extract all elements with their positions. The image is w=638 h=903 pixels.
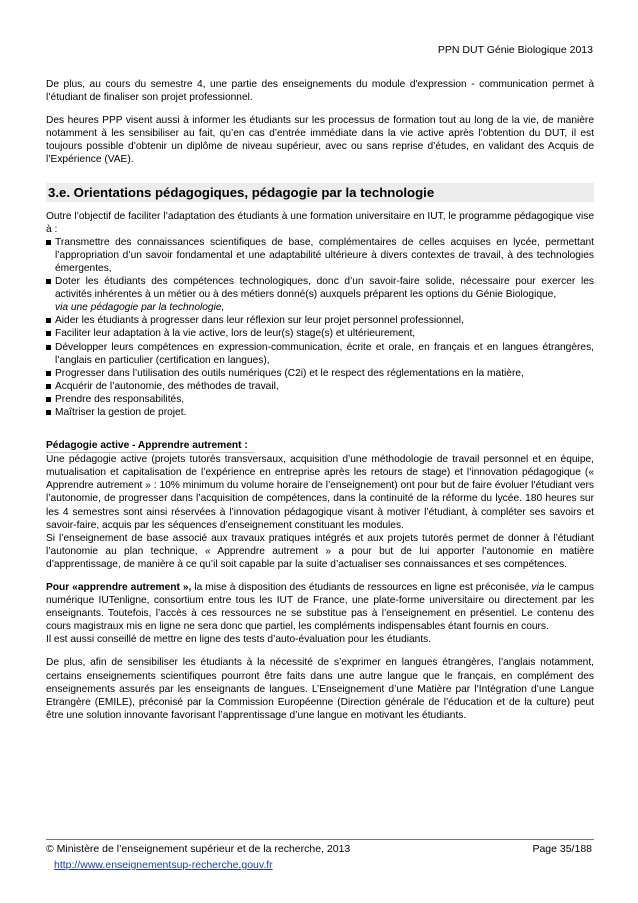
list-item: Prendre des responsabilités, [46,393,594,406]
footer-link[interactable]: http://www.enseignementsup-recherche.gouv.fr [54,859,273,871]
page-body [46,78,594,732]
intro-paragraph-2: Des heures PPP visent aussi à informer les étudiants sur les processus de formation tout au long de la vie, de manière notamment à les sensibiliser au fait, qu’en cas d’entrée immédiate dans la vie active après l’obtention du DUT, il est toujours possible d’obtenir un diplôme de niveau supérieur, avec ou sans reprise d’études, en validant des Acquis de l’Expérience (VAE). [46,115,594,166]
list-item-continuation: via une pédagogie par la technologie, [55,302,225,314]
list-item: Faciliter leur adaptation à la vie active, lors de leur(s) stage(s) et ultérieurement, [46,327,594,340]
active-paragraph-1: Une pédagogie active (projets tutorés transversaux, acquisition d’une méthodologie de travail personnel et en équipe, mutualisation et capitalisation de l’expérience en entreprise après les retours de stage) et l’innovation pédagogique (« Apprendre autrement » : 10% minimum du volume horaire de l’enseignement) ont pour but de faire évoluer l’étudiant vers l’autonomie, de progresser dans l’acquisition de compétences, dans la continuité de la réforme du lycée. 180 heures sur les 4 semestres sont ainsi réservées à l’innovation pédagogique visant à motiver l’étudiant, à compléter ses savoirs et savoir-faire, acquis par les séquences d’enseignement constituant les modules. [46,454,594,531]
running-header: PPN DUT Génie Biologique 2013 [437,44,593,56]
paragraph-text: le campus numérique IUTenligne, consortium entre tous les IUT de France, une plate-forme universitaire ou directement par les enseignants. Toutefois, l’accès à ces ressources ne se substitue pas à l’enseignement en présentiel. Le contenu des cours magistraux mis en ligne ne sera donc que partiel, les compléments indispensables étant fournis en cours. [46,582,595,633]
footer-divider [46,839,594,840]
list-item-text: Doter les étudiants des compétences technologiques, donc d’un savoir-faire solide, nécessaire pour exercer les activités inhérentes à un métier ou à des métiers donné(s) auxquels préparent les options du Génie Biologique, [55,276,594,301]
active-paragraph-3 [46,581,594,633]
list-item: Progresser dans l’utilisation des outils numériques (C2i) et le respect des réglementations en la matière, [46,367,594,380]
footer-copyright: © Ministère de l’enseignement supérieur et de la recherche, 2013 [46,843,351,855]
list-item: Acquérir de l’autonomie, des méthodes de travail, [46,380,594,393]
subsection-heading: Pédagogie active - Apprendre autrement : [46,439,254,453]
list-item [46,275,594,314]
list-item: Développer leurs compétences en expression-communication, écrite et orale, en français et en langues étrangères, l’anglais en particulier (certification en langues), [46,341,594,367]
section-heading: 3.e. Orientations pédagogiques, pédagogie par la technologie [46,183,594,202]
list-item: Aider les étudiants à progresser dans leur réflexion sur leur projet personnel professionnel, [46,314,594,327]
section-lead: Outre l’objectif de faciliter l’adaptation des étudiants à une formation universitaire en IUT, le programme pédagogique vise à : [46,210,594,235]
active-paragraph-2: Si l’enseignement de base associé aux travaux pratiques intégrés et aux projets tutorés permet de donner à l’étudiant l’autonomie au plan technique, « Apprendre autrement » a pour but de lui apporter l’autonomie en matière d’apprentissage, de manière à ce qu’il soit capable par la suite d’actualiser ses connaissances et ses compétences. [46,532,594,570]
italic-via: via [531,582,545,593]
intro-paragraph-1: De plus, au cours du semestre 4, une partie des enseignements du module d'expression - communication permet à l’étudiant de finaliser son projet professionnel. [46,79,594,104]
footer-page-number: Page 35/188 [532,843,592,855]
list-item: Maîtriser la gestion de projet. [46,406,594,419]
active-paragraph-5: De plus, afin de sensibiliser les étudiants à la nécessité de s’exprimer en langues étrangères, l’anglais notamment, certains enseignements scientifiques pourront être faits dans une autre langue que le français, en complément des enseignements assurés par les enseignants de langues. L’Enseignement d’une Matière par l’Intégration d’une Langue Etrangère (EMILE), préconisé par la Commission Européenne (Direction générale de l’éducation et de la culture) peut être une solution innovante favorisant l’apprentissage d’une langue en motivant les étudiants. [46,657,594,721]
paragraph-text: la mise à disposition des étudiants de ressources en ligne est préconisée, [191,582,532,593]
objectives-list [46,236,594,419]
list-item: Transmettre des connaissances scientifiques de base, complémentaires de celles acquises en lycée, permettant l’appropriation d’un savoir fondamental et une adaptabilité ultérieure à divers contextes de travail, à des technologies émergentes, [46,236,594,275]
lead-in-bold: Pour «apprendre autrement », [46,582,192,593]
active-paragraph-4: Il est aussi conseillé de mettre en ligne des tests d’auto-évaluation pour les étudiants. [46,634,432,646]
